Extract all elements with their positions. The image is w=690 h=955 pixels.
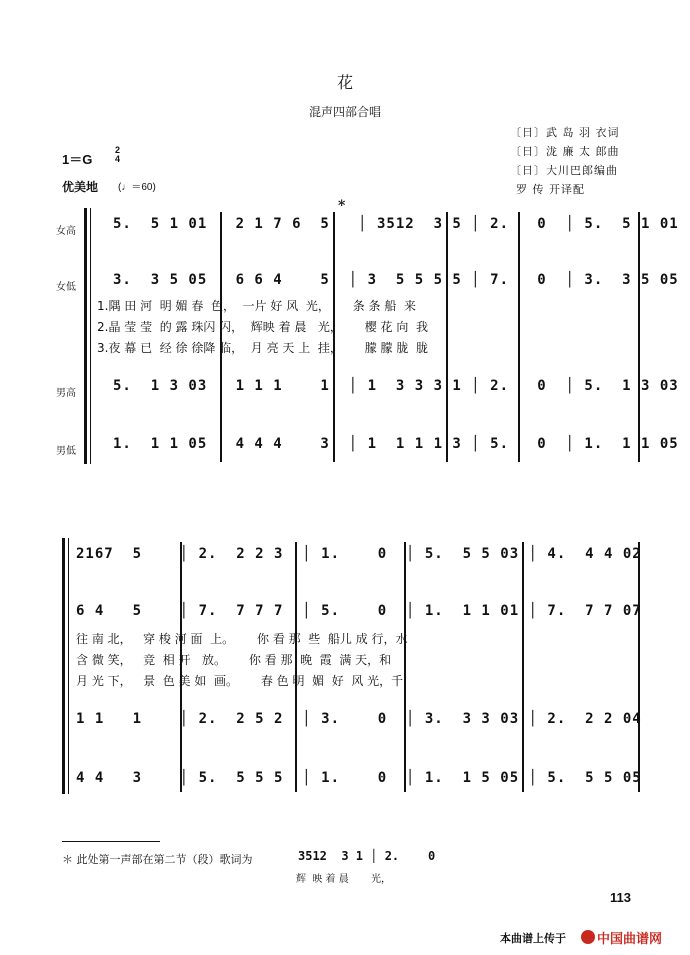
translator-credit: 罗 传 开译配 bbox=[516, 183, 585, 196]
footnote-notes: 3512 3 1 │ 2. 0 bbox=[298, 849, 436, 863]
system1-barline bbox=[333, 212, 335, 462]
time-signature bbox=[115, 146, 120, 164]
system2-tenor-notes: 1 1 1 │ 2. 2 5 2 │ 3. 0 │ 3. 3 3 03 │ 2. 2 2 04 bbox=[76, 711, 642, 727]
lyricist-credit: 〔日〕武 岛 羽 衣词 bbox=[510, 126, 620, 139]
song-title: 花 bbox=[336, 73, 353, 92]
footnote-text: ＊ 此处第一声部在第二节（段）歌词为 bbox=[62, 853, 253, 866]
voice-label-soprano: 女高 bbox=[56, 226, 76, 237]
system2-soprano-notes: 2167 5 │ 2. 2 2 3 │ 1. 0 │ 5. 5 5 03 │ 4. 4 4 02 bbox=[76, 546, 642, 562]
system2-brace bbox=[62, 538, 65, 794]
voice-label-alto: 女低 bbox=[56, 282, 76, 293]
system1-barline bbox=[446, 212, 448, 462]
song-subtitle: 混声四部合唱 bbox=[308, 105, 381, 119]
footnote-rule bbox=[62, 841, 160, 842]
system1-lyric-verse2: 2.晶 莹 莹 的 露 珠闪 闪， 辉映 着 晨 光， 樱 花 向 我 bbox=[97, 320, 428, 334]
system1-lyric-verse1: 1.隅 田 河 明 媚 春 色， 一片 好 风 光， 条 条 船 来 bbox=[97, 299, 416, 313]
brand-link[interactable]: 中国曲谱网 bbox=[597, 932, 663, 947]
arranger-credit: 〔日〕大川巴郎编曲 bbox=[510, 164, 618, 177]
system1-soprano-notes: 5. 5 1 01 │ 2 1 7 6 5 │ 3512 3 5 │ 2. 0 │ 5. 5 1 01 bbox=[113, 216, 679, 232]
upload-notice: 本曲谱上传于 bbox=[500, 932, 566, 945]
voice-label-bass: 男低 bbox=[56, 446, 76, 457]
key-signature: 1＝G bbox=[62, 152, 93, 167]
system1-barline bbox=[638, 212, 640, 462]
footnote-asterisk: * bbox=[338, 198, 346, 214]
time-signature-bottom: 4 bbox=[115, 154, 121, 164]
system2-alto-notes: 6 4 5 │ 7. 7 7 7 │ 5. 0 │ 1. 1 1 01 │ 7. 7 7 07 bbox=[76, 603, 642, 619]
system2-barline bbox=[522, 542, 524, 792]
system1-bass-notes: 1. 1 1 05 │ 4 4 4 3 │ 1 1 1 1 3 │ 5. 0 │ 1. 1 1 05 bbox=[113, 436, 679, 452]
system2-brace-inner bbox=[68, 538, 69, 794]
tempo-mark: (♩＝60) bbox=[118, 182, 156, 193]
system1-alto-notes: 3. 3 5 05 │ 6 6 4 5 │ 3 5 5 5 5 │ 7. 0 │ 3. 3 5 05 bbox=[113, 272, 679, 288]
time-signature-top: 2 bbox=[115, 145, 121, 155]
system1-tenor-notes: 5. 1 3 03 │ 1 1 1 1 │ 1 3 3 3 1 │ 2. 0 │ 5. 1 3 03 bbox=[113, 378, 679, 394]
system2-lyric-verse2: 含 微 笑， 竞 相 开 放。 你 看 那 晚 霞 满 天，和 bbox=[76, 653, 392, 667]
composer-credit: 〔日〕泷 廉 太 郎曲 bbox=[510, 145, 620, 158]
system2-lyric-verse1: 往 南 北， 穿 梭 河 面 上。 你 看 那 些 船儿 成 行，水 bbox=[76, 632, 408, 646]
brand-logo-icon bbox=[581, 930, 595, 944]
system2-bass-notes: 4 4 3 │ 5. 5 5 5 │ 1. 0 │ 1. 1 5 05 │ 5. 5 5 05 bbox=[76, 770, 642, 786]
system2-barline bbox=[404, 542, 406, 792]
system2-lyric-verse3: 月 光 下， 景 色 美 如 画。 春 色 明 媚 好 风 光，千 bbox=[76, 674, 404, 688]
system1-brace-inner bbox=[90, 208, 91, 464]
system1-lyric-verse3: 3.夜 幕 已 经 徐 徐降 临， 月 亮 天 上 挂， 朦 朦 胧 胧 bbox=[97, 341, 428, 355]
system2-barline bbox=[638, 542, 640, 792]
footnote-lyric: 辉 映 着 晨 光， bbox=[296, 874, 391, 885]
system1-barline bbox=[220, 212, 222, 462]
system1-brace bbox=[84, 208, 87, 464]
voice-label-tenor: 男高 bbox=[56, 388, 76, 399]
system1-barline bbox=[518, 212, 520, 462]
page-number: 113 bbox=[610, 890, 631, 905]
tempo-text: 优美地 bbox=[62, 180, 99, 194]
